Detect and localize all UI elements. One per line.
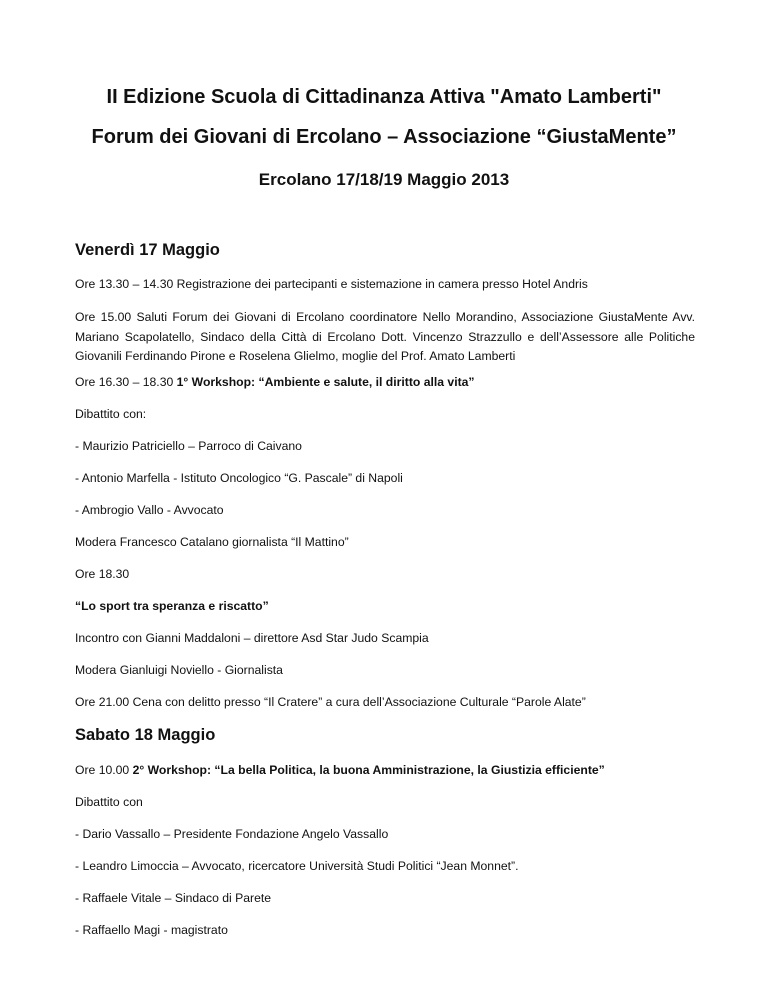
workshop-2-time: Ore 10.00 [75,763,133,777]
workshop-1-time: Ore 16.30 – 18.30 [75,375,177,389]
schedule-item-registration: Ore 13.30 – 14.30 Registrazione dei partecipanti e sistemazione in camera presso Hotel Andris [75,277,588,291]
speaker-item: - Ambrogio Vallo - Avvocato [75,503,224,517]
sport-session-title: “Lo sport tra speranza e riscatto” [75,599,269,613]
day-heading-saturday: Sabato 18 Maggio [75,726,216,744]
day-heading-friday: Venerdì 17 Maggio [75,241,220,259]
speaker-item: - Antonio Marfella - Istituto Oncologico “G. Pascale” di Napoli [75,471,403,485]
moderator-line: Modera Francesco Catalano giornalista “Il Mattino” [75,535,349,549]
debate-intro: Dibattito con: [75,407,147,421]
debate-intro: Dibattito con [75,795,143,809]
schedule-item-dinner: Ore 21.00 Cena con delitto presso “Il Cratere” a cura dell’Associazione Culturale “Parole Alate” [75,695,586,709]
speaker-item: - Leandro Limoccia – Avvocato, ricercatore Università Studi Politici “Jean Monnet”. [75,859,519,873]
workshop-1-title: 1° Workshop: “Ambiente e salute, il diritto alla vita” [176,375,475,389]
event-dates: Ercolano 17/18/19 Maggio 2013 [258,170,510,189]
schedule-item-greetings: Ore 15.00 Saluti Forum dei Giovani di Ercolano coordinatore Nello Morandino, Associazione GiustaMente Avv. Mariano Scapolatello, Sindaco della Città di Ercolano Dott. Vincenzo Strazzullo e dell’Assessore alle Politiche Giovanili Ferdinando Pirone e Roselena Glielmo, moglie del Prof. Amato Lamberti [75,310,695,363]
document-title: II Edizione Scuola di Cittadinanza Attiva "Amato Lamberti" [106,86,662,108]
workshop-2-title: 2° Workshop: “La bella Politica, la buona Amministrazione, la Giustizia efficiente” [132,763,605,777]
schedule-item-workshop-2 [75,760,605,780]
schedule-item-workshop-1 [75,372,475,392]
speaker-item: - Maurizio Patriciello – Parroco di Caivano [75,439,302,453]
schedule-item-time: Ore 18.30 [75,567,130,581]
speaker-item: - Raffaello Magi - magistrato [75,923,228,937]
sport-session-meeting: Incontro con Gianni Maddaloni – direttore Asd Star Judo Scampia [75,631,429,645]
document-subtitle: Forum dei Giovani di Ercolano – Associazione “GiustaMente” [91,126,677,148]
speaker-item: - Raffaele Vitale – Sindaco di Parete [75,891,272,905]
speaker-item: - Dario Vassallo – Presidente Fondazione Angelo Vassallo [75,827,389,841]
moderator-line: Modera Gianluigi Noviello - Giornalista [75,663,283,677]
